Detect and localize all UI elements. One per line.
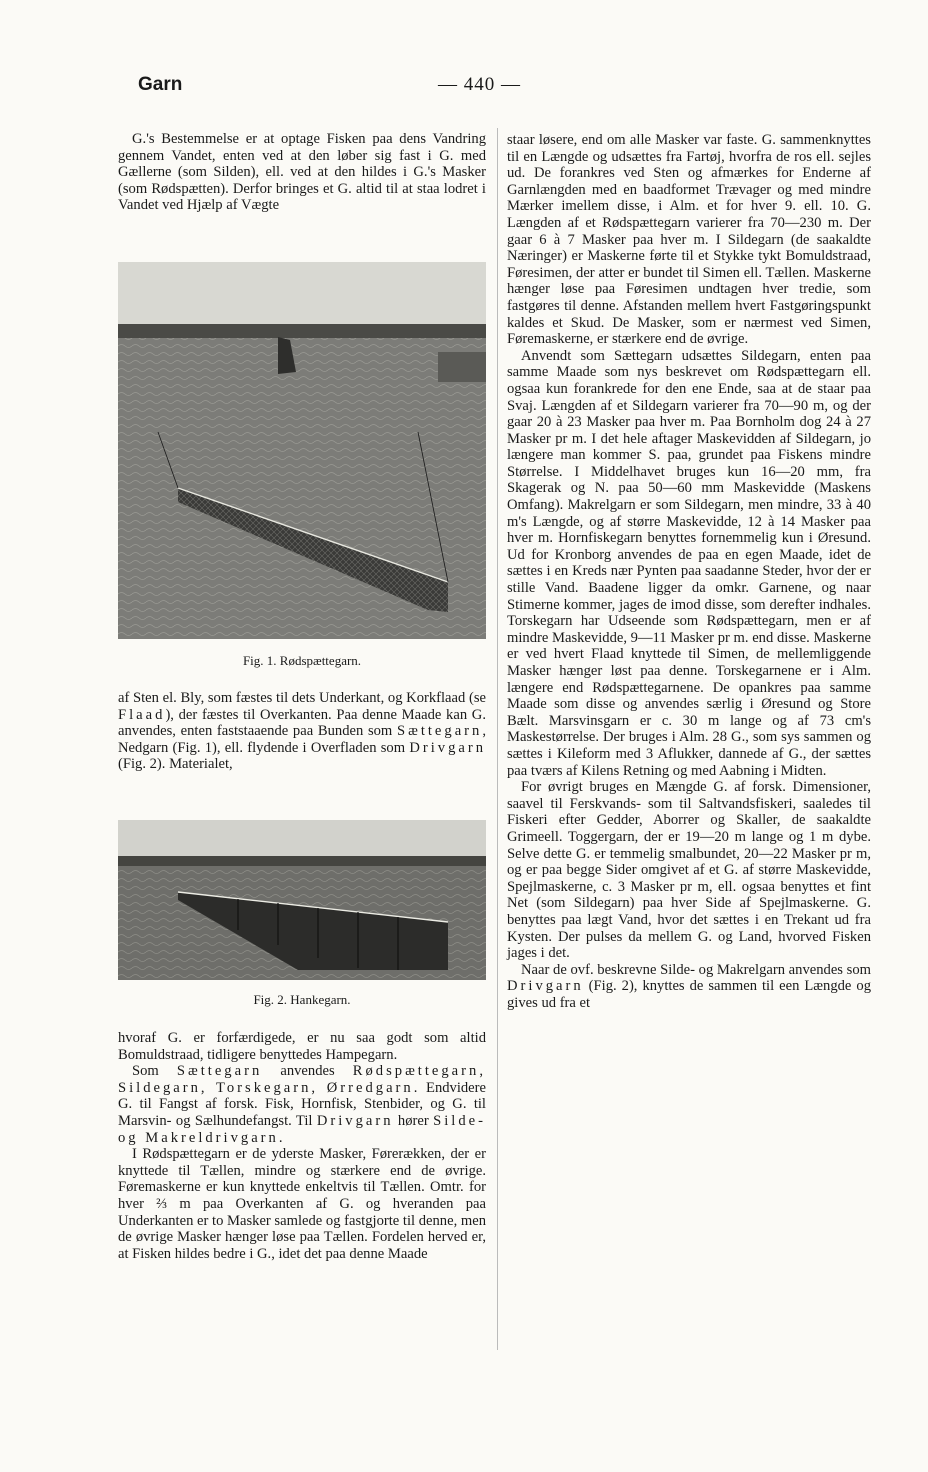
- page-header: [138, 74, 838, 102]
- page-number: — 440 —: [438, 74, 521, 95]
- figure-2-photo: [118, 820, 486, 980]
- right-column: [507, 132, 871, 1011]
- paragraph: Som Sættegarn anvendes Rødspættegarn, Sildegarn, Torskegarn, Ørredgarn. Endvidere G. til Fangst af forsk. Fisk, Hornfisk, Stenbider, og G. til Marsvin- og Sælhundefangst. Til Drivgarn hører Silde- og Makreldrivgarn.: [118, 1063, 486, 1146]
- left-column-top: [118, 131, 486, 214]
- figure-1-caption: Fig. 1. Rødspættegarn.: [242, 653, 362, 668]
- paragraph: hvoraf G. er forfærdigede, er nu saa godt som altid Bomuldstraad, tidligere benyttedes Hampegarn.: [118, 1030, 486, 1063]
- left-column-bottom: [118, 1030, 486, 1262]
- paragraph: staar løsere, end om alle Masker var faste. G. sammenknyttes til en Længde og udsættes fra Fartøj, hvorfra de ros ell. sejles ud. De forankres ved Sten og afmærkes for Enderne af Garnlængden med en baadformet Trævager og med mindre Mærker imellem disse, i Alm. et for hver 9. ell. 10. G. Længden af et Rødspættegarn varierer fra 70—230 m. Der gaar 6 à 7 Masker paa hver m. I Sildegarn (de saakaldte Næringer) er Maskerne førte til et Stykke tykt Bomuldstraad, Føresimen, der atter er bundet til Simen ell. Tællen. Maskerne hænger løse paa Føresimen undtagen hver tredie, som fastgøres til denne. Afstanden mellem hvert Fastgøringspunkt kaldes et Skud. De Masker, som er nærmest ved Simen, Føremaskerne, er stærkere end de øvrige.: [507, 132, 871, 348]
- figure-2-caption: Fig. 2. Hankegarn.: [253, 992, 351, 1007]
- paragraph: Naar de ovf. beskrevne Silde- og Makrelgarn anvendes som Drivgarn (Fig. 2), knyttes de sammen til een Længde og gives ud fra et: [507, 961, 871, 1011]
- headword: Garn: [138, 74, 183, 95]
- paragraph: I Rødspættegarn er de yderste Masker, Førerækken, der er knyttede til Tællen, mindre og stærkere end de øvrige. Føremaskerne er kun knyttede enkeltvis til Tællen. Omtr. for hver ⅔ m paa Overkanten af G. og hveranden paa Underkanten er to Masker samlede og fastgjorte til denne, men de øvrige Masker hænger løse paa Tællen. Fordelen herved er, at Fisken hildes bedre i G., idet det paa denne Maade: [118, 1146, 486, 1262]
- left-column-middle: [118, 690, 486, 773]
- paragraph: For øvrigt bruges en Mængde G. af forsk. Dimensioner, saavel til Ferskvands- som til Saltvandsfiskeri, saaledes til Fiskeri efter Gedder, Aborrer og Skaller, de saakaldte Grimeell. Toggergarn, der er 19—20 m lange og 1 m dybe. Selve dette G. er temmelig smalbundet, 20—22 Masker pr m, og er paa begge Sider omgivet af et G. af større Maskevidde, Spejlmaskerne, c. 3 Masker pr m, ell. ogsaa benyttes et fint Net (som Sildegarn) paa hver Side af Spejlmaskerne. G. benyttes paa lægt Vand, hvor det sættes i en Trekant ud fra Kysten. Der pulses da mellem G. og Land, hvorved Fisken jages i det.: [507, 779, 871, 962]
- column-divider: [497, 128, 498, 1350]
- paragraph: Anvendt som Sættegarn udsættes Sildegarn, enten paa samme Maade som nys beskrevet om Rødspættegarn ell. ogsaa kun forankrede for den ene Ende, saa at de staar paa Svaj. Længden af et Sildegarn varierer fra 70—90 m, og der gaar 20 à 23 Masker paa hver m. Paa Bornholm dog 24 à 27 Masker pr m. I det hele aftager Maskevidden af Sildegarn, jo længere man kommer S. paa, grundet paa Fiskens mindre Størrelse. I Middelhavet bruges kun 16—20 mm, fra Skagerak og N. paa 50—60 mm Maskevidde (Maskens Omfang). Makrelgarn er som Sildegarn, men mindre, 33 à 40 m's Længde, og af større Maskevidde, 12 à 14 Masker paa hver m. Hornfiskegarn benyttes fornemmelig kun i Øresund. Ud for Kronborg anvendes de paa en egen Maade, idet de sættes i en Kreds nær Pynten paa saadanne Steder, hvor der er stille Vand. Baadene ligger da omkr. Garnene, og naar Stimerne kommer, jages de imod disse, som derefter indhales. Torskegarn har Udseende som Rødspættegarn, men er af mindre Maskevidde, 9—11 Masker pr m. end disse. Maskerne er ved hvert Flaad knyttede til Simen, de mellemliggende Masker hænger løst paa denne. Torskegarnene er i Alm. længere end Rødspættegarnene. De opankres paa samme Maade som disse og anvendes særlig i Øresund og Store Bælt. Marsvinsgarn er c. 30 m lange og af 73 cm's Maskestørrelse. Der bruges i Alm. 28 G., som sys sammen og sættes i Kileform med 3 Aflukker, dannede af G., der sættes paa tværs af Kilens Retning og med Aabning i Midten.: [507, 347, 871, 779]
- paragraph: af Sten el. Bly, som fæstes til dets Underkant, og Korkflaad (se Flaad), der fæstes til Overkanten. Paa denne Maade kan G. anvendes, enten faststaaende paa Bunden som Sættegarn, Nedgarn (Fig. 1), ell. flydende i Overfladen som Drivgarn (Fig. 2). Materialet,: [118, 690, 486, 773]
- paragraph: G.'s Bestemmelse er at optage Fisken paa dens Vandring gennem Vandet, enten ved at den løber sig fast i G. med Gællerne (som Silden), ell. ved at den hildes i G.'s Masker (som Rødspætten). Derfor bringes et G. altid til at staa lodret i Vandet ved Hjælp af Vægte: [118, 131, 486, 214]
- figure-1-photo: [118, 262, 486, 639]
